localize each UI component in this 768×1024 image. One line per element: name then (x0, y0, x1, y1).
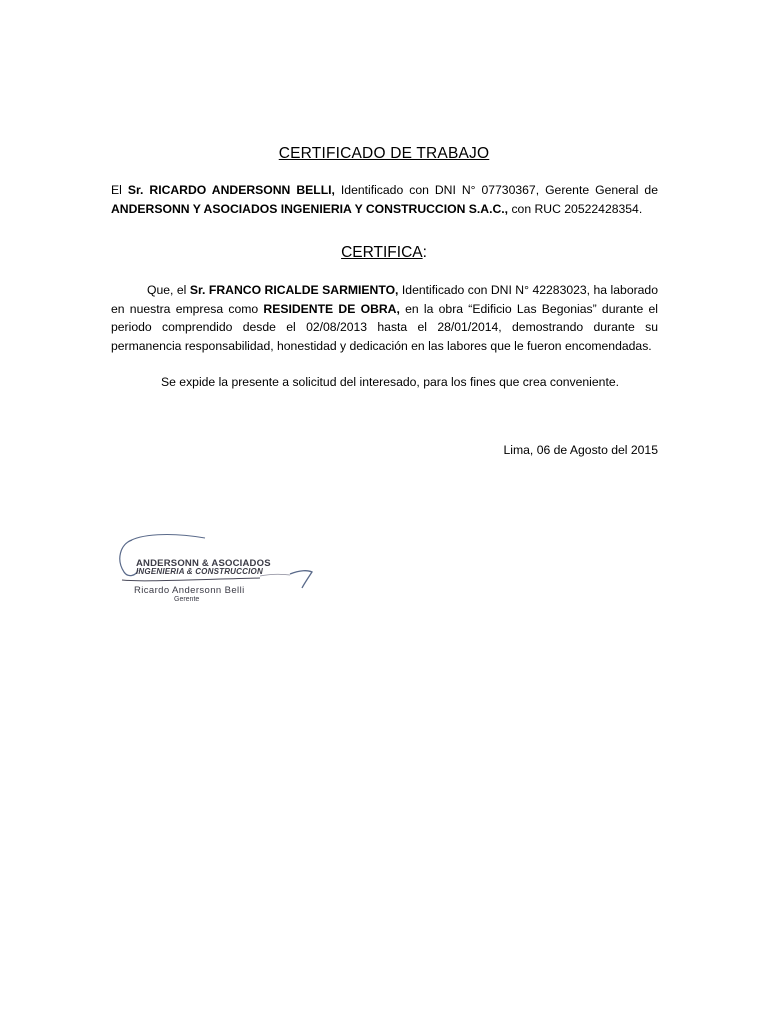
certifica-colon: : (422, 244, 427, 261)
stamp-signer-title: Gerente (174, 596, 200, 603)
stamp-signer-name: Ricardo Andersonn Belli (134, 585, 245, 596)
signature-stamp (110, 530, 330, 610)
intro-suffix: con RUC 20522428354. (508, 201, 643, 216)
body-paragraph (111, 281, 658, 355)
employee-role: RESIDENTE DE OBRA, (263, 301, 400, 316)
closing-paragraph: Se expide la presente a solicitud del interesado, para los fines que crea conveniente. (161, 375, 620, 389)
intro-mid: Identificado con DNI N° 07730367, Gerente General de (334, 183, 658, 197)
document-title: CERTIFICADO DE TRABAJO (278, 145, 490, 162)
company-name: ANDERSONN Y ASOCIADOS INGENIERIA Y CONSTRUCCION S.A.C., (111, 201, 509, 216)
stamp-company-line: ANDERSONN & ASOCIADOS (136, 558, 271, 569)
intro-prefix: El (111, 183, 128, 197)
stamp-subtitle-line: INGENIERIA & CONSTRUCCION (136, 567, 263, 576)
body-mid: Identificado con DNI N° 42283023, ha laborado en nuestra empresa como (111, 283, 658, 316)
intro-paragraph (111, 181, 658, 218)
certifica-word: CERTIFICA (341, 244, 423, 261)
issuer-name: Sr. RICARDO ANDERSONN BELLI, (127, 183, 335, 197)
body-suffix: en la obra “Edificio Las Begonias” durante el periodo comprendido desde el 02/08/2013 hasta el 28/01/2014, demostrando durante su permanencia responsabilidad, honestidad y dedicación en las labores que le fueron encomendadas. (111, 301, 658, 353)
body-prefix: Que, el (147, 283, 190, 297)
date-line: Lima, 06 de Agosto del 2015 (503, 443, 658, 457)
certifica-heading (0, 244, 768, 262)
employee-name: Sr. FRANCO RICALDE SARMIENTO, (189, 283, 399, 297)
